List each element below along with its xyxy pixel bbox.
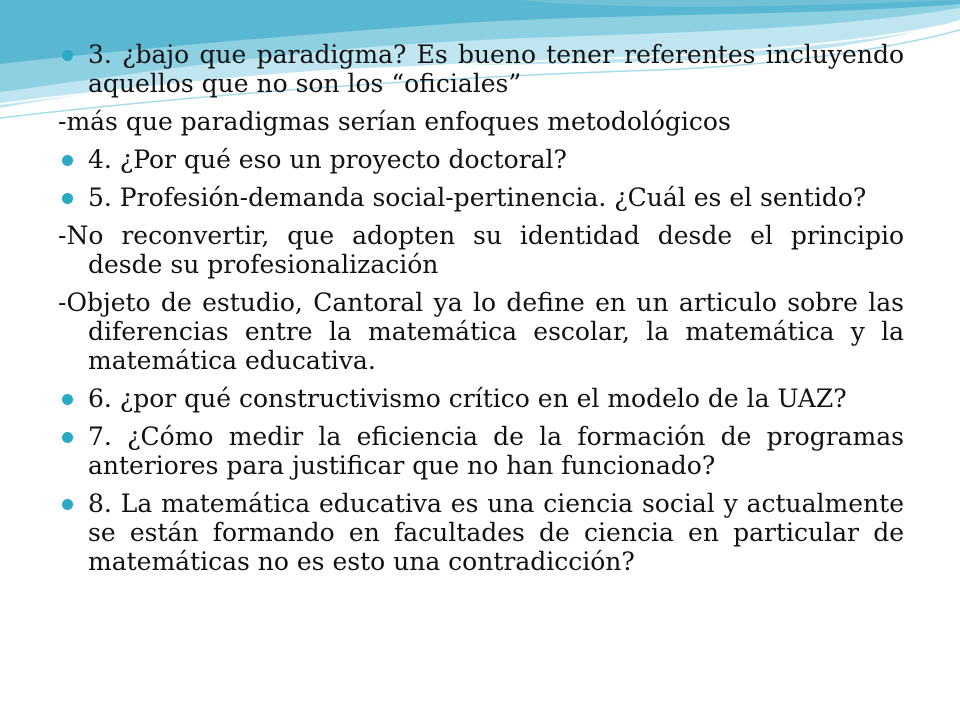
list-item	[58, 40, 904, 98]
bullet-icon	[62, 193, 73, 204]
list-item	[58, 221, 904, 279]
list-item	[58, 288, 904, 375]
list-item	[58, 183, 904, 212]
list-item-text: -más que paradigmas serían enfoques metodológicos	[58, 107, 731, 136]
slide-content	[58, 40, 904, 585]
list-item	[58, 422, 904, 480]
bullet-icon	[62, 394, 73, 405]
bullet-icon	[62, 499, 73, 510]
list-item-text: 5. Profesión-demanda social-pertinencia. ¿Cuál es el sentido?	[88, 183, 867, 212]
list-item	[58, 107, 904, 136]
list-item-text: 8. La matemática educativa es una ciencia social y actualmente se están formando en facultades de ciencia en particular de matemáticas no es esto una contradicción?	[88, 489, 904, 576]
list-item-text: -No reconvertir, que adopten su identidad desde el principio desde su profesionalización	[58, 221, 904, 279]
list-item-text: -Objeto de estudio, Cantoral ya lo define en un articulo sobre las diferencias entre la matemática escolar, la matemática y la matemática educativa.	[58, 288, 904, 375]
list-item-text: 3. ¿bajo que paradigma? Es bueno tener referentes incluyendo aquellos que no son los “oficiales”	[88, 40, 904, 98]
list-item	[58, 489, 904, 576]
bullet-icon	[62, 50, 73, 61]
bullet-icon	[62, 155, 73, 166]
list-item-text: 4. ¿Por qué eso un proyecto doctoral?	[88, 145, 567, 174]
list-item	[58, 145, 904, 174]
list-item	[58, 384, 904, 413]
bullet-icon	[62, 432, 73, 443]
list-item-text: 7. ¿Cómo medir la eficiencia de la formación de programas anteriores para justificar que no han funcionado?	[88, 422, 904, 480]
list-item-text: 6. ¿por qué constructivismo crítico en el modelo de la UAZ?	[88, 384, 847, 413]
